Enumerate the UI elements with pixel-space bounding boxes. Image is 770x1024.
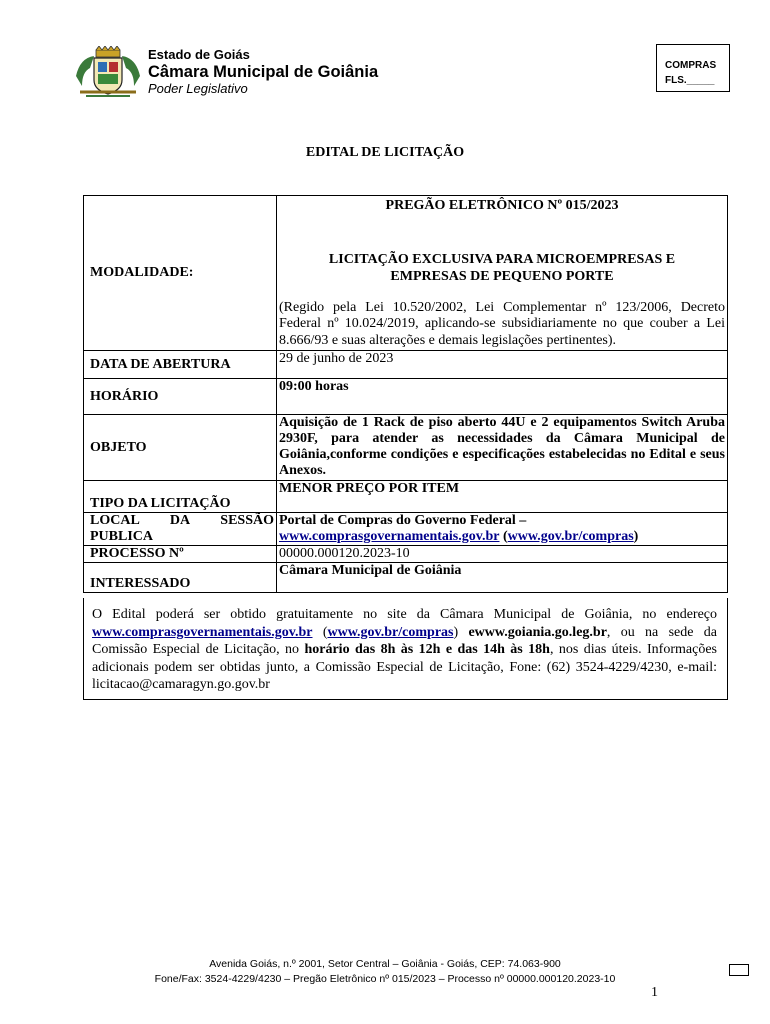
row-local xyxy=(84,513,728,546)
row-processo xyxy=(84,546,728,563)
institution-header xyxy=(148,48,378,97)
exclusive-line-1: LICITAÇÃO EXCLUSIVA PARA MICROEMPRESAS E xyxy=(328,252,676,267)
row-data-abertura xyxy=(84,351,728,379)
row-modalidade xyxy=(84,196,728,351)
comprasgovernamentais-link[interactable]: www.comprasgovernamentais.gov.br xyxy=(279,529,500,544)
state-name: Estado de Goiás xyxy=(148,47,250,62)
local-label xyxy=(84,513,277,546)
coat-of-arms-icon xyxy=(72,46,144,98)
row-objeto xyxy=(84,415,728,481)
info-text-4: , ou na sede da Comissão Especial de Licitação, no xyxy=(92,624,717,657)
page-footer xyxy=(0,957,770,986)
row-horario xyxy=(84,379,728,415)
page-number: 1 xyxy=(651,985,658,1000)
exclusive-notice xyxy=(279,252,725,286)
chamber-name: Câmara Municipal de Goiânia xyxy=(148,62,379,81)
horario-label: HORÁRIO xyxy=(84,379,277,415)
modalidade-value xyxy=(277,196,728,351)
info-text-2: ( xyxy=(312,624,328,640)
legal-basis: (Regido pela Lei 10.520/2002, Lei Complementar nº 123/2006, Decreto Federal nº 10.024/2019, aplicando-se subsidiariamente no que couber a Lei 8.666/93 e suas alterações e demais legislações pertinentes). xyxy=(279,299,725,349)
local-paren-open: ( xyxy=(503,529,508,544)
row-tipo xyxy=(84,481,728,513)
local-value xyxy=(277,513,728,546)
tipo-label: TIPO DA LICITAÇÃO xyxy=(84,481,277,513)
processo-value: 00000.000120.2023-10 xyxy=(277,546,728,563)
local-label-line-1: LOCAL DA SESSÃO xyxy=(90,513,274,528)
compras-stamp-box xyxy=(656,44,730,92)
data-abertura-label: DATA DE ABERTURA xyxy=(84,351,277,379)
interessado-label: INTERESSADO xyxy=(84,563,277,593)
info-text-5: , nos dias úteis. Informações adicionais podem ser obtidas junto, a Comissão Especial de Licitação, Fone: (62) 3524-4229/4230, e-mail: licitacao@camaragyn.go.gov.br xyxy=(92,642,717,692)
info-hours: horário das 8h às 12h e das 14h às 18h xyxy=(304,642,550,657)
exclusive-line-2: EMPRESAS DE PEQUENO PORTE xyxy=(390,268,614,284)
local-label-line-2: PUBLICA xyxy=(90,529,154,544)
footer-contact: Fone/Fax: 3524-4229/4230 – Pregão Eletrônico nº 015/2023 – Processo nº 00000.000120.2023-10 xyxy=(154,972,616,985)
gov-br-compras-link[interactable]: www.gov.br/compras xyxy=(507,529,634,544)
info-gov-br-compras-link[interactable]: www.gov.br/compras xyxy=(327,624,454,640)
pregao-number: PREGÃO ELETRÔNICO Nº 015/2023 xyxy=(385,198,619,213)
info-comprasgovernamentais-link[interactable]: www.comprasgovernamentais.gov.br xyxy=(92,624,313,640)
info-goiania-site: ewww.goiania.go.leg.br xyxy=(468,624,607,640)
fls-label: FLS._____ xyxy=(665,75,715,86)
processo-label: PROCESSO Nº xyxy=(84,546,277,563)
footer-address: Avenida Goiás, n.º 2001, Setor Central – Goiânia - Goiás, CEP: 74.063-900 xyxy=(209,958,561,970)
document-title: EDITAL DE LICITAÇÃO xyxy=(305,145,465,160)
interessado-value: Câmara Municipal de Goiânia xyxy=(277,563,728,593)
compras-label: COMPRAS xyxy=(665,60,717,71)
tipo-value: MENOR PREÇO POR ITEM xyxy=(277,481,728,513)
info-text-1: O Edital poderá ser obtido gratuitamente no site da Câmara Municipal de Goiânia, no endereço xyxy=(92,607,717,622)
local-links xyxy=(279,529,725,545)
objeto-value: Aquisição de 1 Rack de piso aberto 44U e 2 equipamentos Switch Aruba 2930F, para atender as necessidades da Câmara Municipal de Goiânia,conforme condições e especificações estabelecidas no Edital e seus Anexos. xyxy=(277,415,728,481)
edital-availability-info xyxy=(83,598,728,700)
data-abertura-value: 29 de junho de 2023 xyxy=(277,351,728,379)
modalidade-label: MODALIDADE: xyxy=(84,196,277,351)
footer-box xyxy=(729,964,749,976)
objeto-label: OBJETO xyxy=(84,415,277,481)
local-portal-text: Portal de Compras do Governo Federal – xyxy=(279,513,527,528)
local-paren-close: ) xyxy=(633,529,639,544)
edital-table xyxy=(83,195,728,593)
row-interessado xyxy=(84,563,728,593)
horario-value: 09:00 horas xyxy=(277,379,728,415)
info-text-3: ) xyxy=(453,624,469,640)
legislative-power: Poder Legislativo xyxy=(148,80,248,96)
